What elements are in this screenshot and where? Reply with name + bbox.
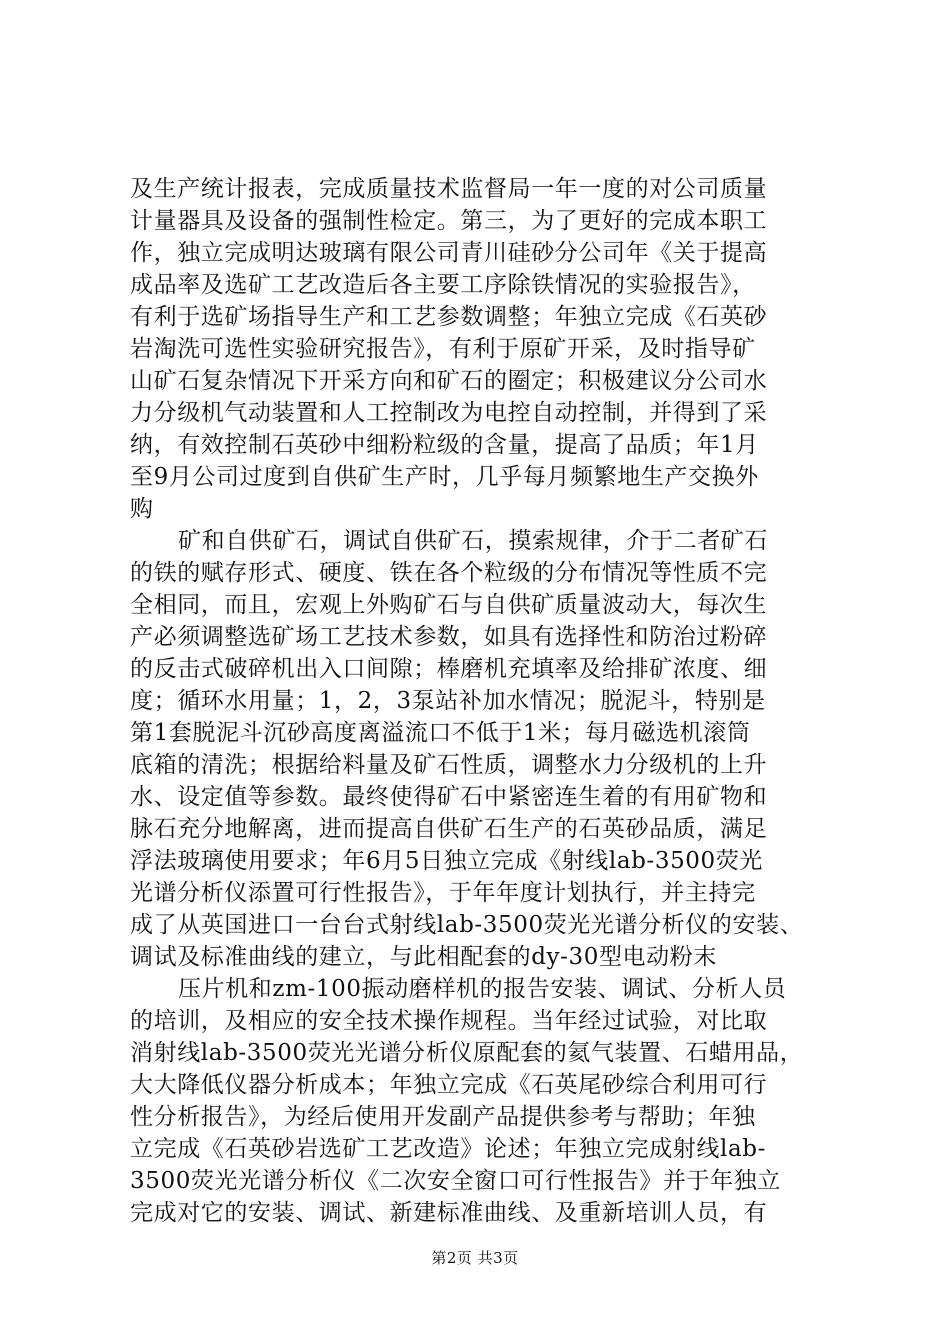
paragraph [130, 525, 830, 973]
text-line: 矿和自供矿石，调试自供矿石，摸索规律，介于二者矿石 [178, 528, 768, 554]
text-line: 水、设定值等参数。最终使得矿石中紧密连生着的有用矿物和 [130, 784, 768, 810]
text-line: 脉石充分地解离，进而提高自供矿石生产的石英砂品质，满足 [130, 816, 768, 842]
text-line: 浮法玻璃使用要求；年6月5日独立完成《射线lab-3500荧光 [130, 848, 763, 874]
page-number-footer: 第2页 共3页 [431, 1249, 519, 1267]
text-line: 消射线lab-3500荧光光谱分析仪原配套的氦气装置、石蜡用品， [130, 1040, 804, 1066]
text-line: 第1套脱泥斗沉砂高度离溢流口不低于1米；每月磁选机滚筒 [130, 720, 751, 746]
document-body [130, 173, 830, 1229]
text-line: 及生产统计报表，完成质量技术监督局一年一度的对公司质量 [130, 176, 768, 202]
text-line: 的铁的赋存形式、硬度、铁在各个粒级的分布情况等性质不完 [130, 560, 768, 586]
text-line: 大大降低仪器分析成本；年独立完成《石英尾砂综合利用可行 [130, 1072, 768, 1098]
text-line: 作，独立完成明达玻璃有限公司青川硅砂分公司年《关于提高 [130, 240, 768, 266]
text-line: 至9月公司过度到自供矿生产时，几乎每月频繁地生产交换外 [130, 464, 759, 490]
text-line: 调试及标准曲线的建立，与此相配套的dy-30型电动粉末 [130, 944, 717, 970]
text-line: 计量器具及设备的强制性检定。第三，为了更好的完成本职工 [130, 208, 768, 234]
text-line: 产必须调整选矿场工艺技术参数，如具有选择性和防治过粉碎 [130, 624, 768, 650]
text-line: 底箱的清洗；根据给料量及矿石性质，调整水力分级机的上升 [130, 752, 768, 778]
text-line: 力分级机气动装置和人工控制改为电控自动控制，并得到了采 [130, 400, 768, 426]
text-line: 有利于选矿场指导生产和工艺参数调整；年独立完成《石英砂 [130, 304, 768, 330]
text-line: 全相同，而且，宏观上外购矿石与自供矿质量波动大，每次生 [130, 592, 768, 618]
text-line: 完成对它的安装、调试、新建标准曲线、及重新培训人员，有 [130, 1200, 768, 1226]
text-line: 压片机和zm-100振动磨样机的报告安装、调试、分析人员 [178, 976, 787, 1002]
text-line: 3500荧光光谱分析仪《二次安全窗口可行性报告》并于年独立 [130, 1168, 781, 1194]
text-line: 光谱分析仪添置可行性报告》，于年年度计划执行，并主持完 [130, 880, 756, 906]
text-line: 立完成《石英砂岩选矿工艺改造》论述；年独立完成射线lab- [130, 1136, 766, 1162]
text-line: 的反击式破碎机出入口间隙；棒磨机充填率及给排矿浓度、细 [130, 656, 768, 682]
text-line: 购 [130, 496, 154, 522]
paragraph [130, 973, 830, 1229]
text-line: 性分析报告》，为经后使用开发副产品提供参考与帮助；年独 [130, 1104, 756, 1130]
text-line: 山矿石复杂情况下开采方向和矿石的圈定；积极建议分公司水 [130, 368, 768, 394]
text-line: 成了从英国进口一台台式射线lab-3500荧光光谱分析仪的安装、 [130, 912, 804, 938]
text-line: 纳，有效控制石英砂中细粉粒级的含量，提高了品质；年1月 [130, 432, 759, 458]
text-line: 的培训，及相应的安全技术操作规程。当年经过试验，对比取 [130, 1008, 768, 1034]
text-line: 岩淘洗可选性实验研究报告》，有利于原矿开采，及时指导矿 [130, 336, 756, 362]
paragraph [130, 173, 830, 525]
text-line: 成品率及选矿工艺改造后各主要工序除铁情况的实验报告》， [130, 272, 756, 298]
text-line: 度；循环水用量；1，2，3泵站补加水情况；脱泥斗，特别是 [130, 688, 766, 714]
